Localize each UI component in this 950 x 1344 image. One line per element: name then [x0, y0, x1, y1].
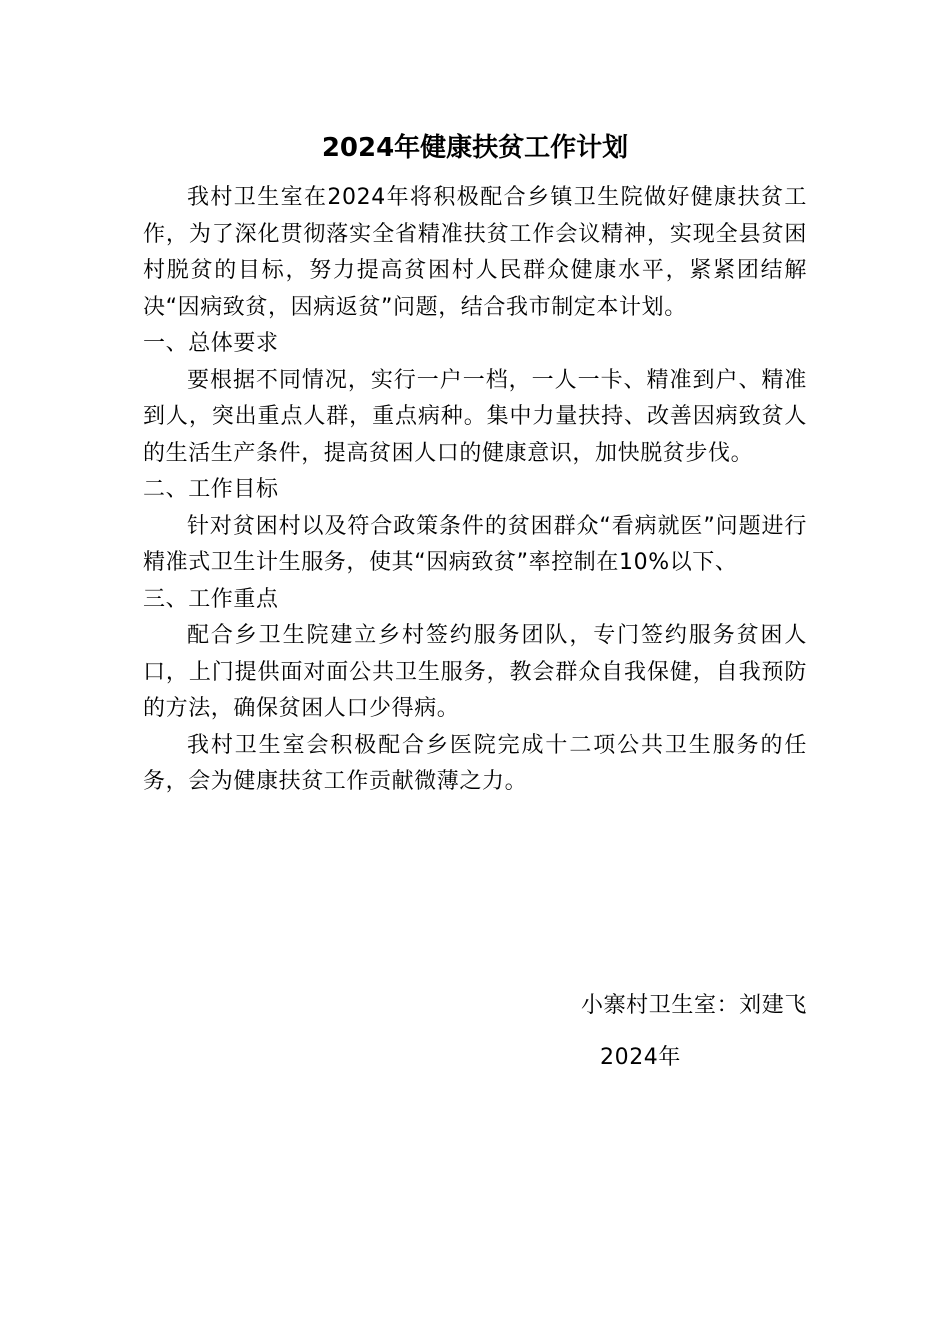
signature-date: 2024年 — [600, 1045, 681, 1070]
section-heading-requirements: 一、总体要求 — [143, 331, 279, 356]
section-paragraph-goals: 针对贫困村以及符合政策条件的贫困群众“看病就医”问题进行精准式卫生计生服务，使其“因病致贫”率控制在10%以下、 — [143, 513, 807, 575]
document-body — [143, 180, 807, 801]
section-paragraph-requirements: 要根据不同情况，实行一户一档，一人一卡、精准到户、精准到人，突出重点人群，重点病种。集中力量扶持、改善因病致贫人的生活生产条件，提高贫困人口的健康意识，加快脱贫步伐。 — [143, 367, 807, 466]
document-title: 2024年健康扶贫工作计划 — [321, 133, 629, 163]
section-paragraph-focus-1: 配合乡卫生院建立乡村签约服务团队，专门签约服务贫困人口，上门提供面对面公共卫生服务，教会群众自我保健，自我预防的方法，确保贫困人口少得病。 — [143, 623, 807, 721]
section-paragraph-focus-2: 我村卫生室会积极配合乡医院完成十二项公共卫生服务的任务，会为健康扶贫工作贡献微薄之力。 — [143, 732, 807, 794]
signature: 小寨村卫生室：刘建飞 — [580, 993, 807, 1018]
section-heading-focus: 三、工作重点 — [143, 586, 279, 612]
section-heading-goals: 二、工作目标 — [143, 477, 279, 502]
intro-paragraph: 我村卫生室在2024年将积极配合乡镇卫生院做好健康扶贫工作，为了深化贯彻落实全省精准扶贫工作会议精神，实现全县贫困村脱贫的目标，努力提高贫困村人民群众健康水平，紧紧团结解决“因病致贫，因病返贫”问题，结合我市制定本计划。 — [143, 185, 807, 320]
